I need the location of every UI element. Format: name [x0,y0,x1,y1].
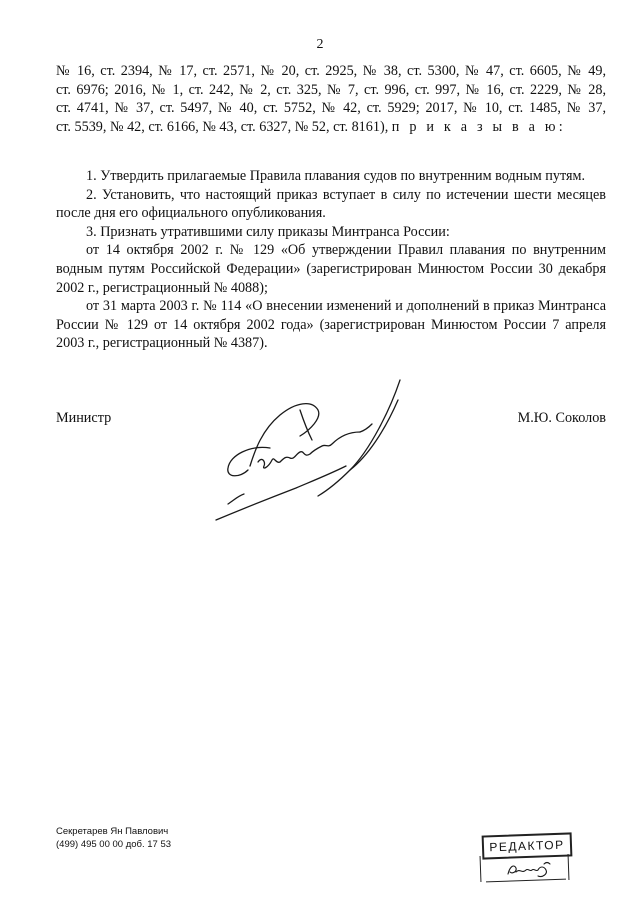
executor-name: Секретарев Ян Павлович [56,826,169,837]
intro-line-last [56,118,606,137]
stamp-initials-signature [504,858,554,880]
executor-phone: (499) 495 00 00 доб. 17 53 [56,839,172,850]
executor-info [56,825,171,851]
editor-stamp [478,832,574,892]
order-items [56,167,606,353]
stamp-border-right [568,854,570,880]
intro-paragraph [56,62,606,136]
item-1: 1. Утвердить прилагаемые Правила плавания судов по внутренним водным путям. [86,168,586,184]
item-3: 3. Признать утратившими силу приказы Минтранса России: [86,223,450,240]
page-number: 2 [316,37,324,52]
stamp-label: РЕДАКТОР [482,832,573,859]
order-word: п р и к а з ы в а ю: [391,118,566,135]
intro-line: № 16, ст. 2394, № 17, ст. 2571, № 20, ст. 2925, № 38, ст. 5300, № 47, ст. 6605, № 49, [56,63,606,79]
intro-line: ст. 4741, № 37, ст. 5497, № 40, ст. 5752, № 42, ст. 5929; 2017, № 10, ст. 1485, № 37, [56,100,606,117]
intro-line: ст. 6976; 2016, № 1, ст. 242, № 2, ст. 325, № 7, ст. 996, ст. 997, № 16, ст. 2229, № 28, [56,81,606,98]
item-3a: от 14 октября 2002 г. № 129 «Об утверждении Правил плавания по внутренним водным путям Российской Федерации» (зарегистрирован Минюстом России 30 декабря 2002 г., регистрационный № 4088); [56,242,606,296]
minister-name: М.Ю. Соколов [517,410,606,426]
handwritten-signature [200,370,420,530]
stamp-border-left [480,856,482,882]
item-3b: от 31 марта 2003 г. № 114 «О внесении изменений и дополнений в приказ Минтранса России № 129 от 14 октября 2002 года» (зарегистрирован Минюстом России 7 апреля 2003 г., регистрационный № 4387). [56,298,606,352]
intro-line-text: ст. 5539, № 42, ст. 6166, № 43, ст. 6327, № 52, ст. 8161), [56,118,389,135]
item-2: 2. Установить, что настоящий приказ вступает в силу по истечении шести месяцев после дня его официального опубликования. [56,186,606,222]
minister-title: Министр [56,410,112,426]
